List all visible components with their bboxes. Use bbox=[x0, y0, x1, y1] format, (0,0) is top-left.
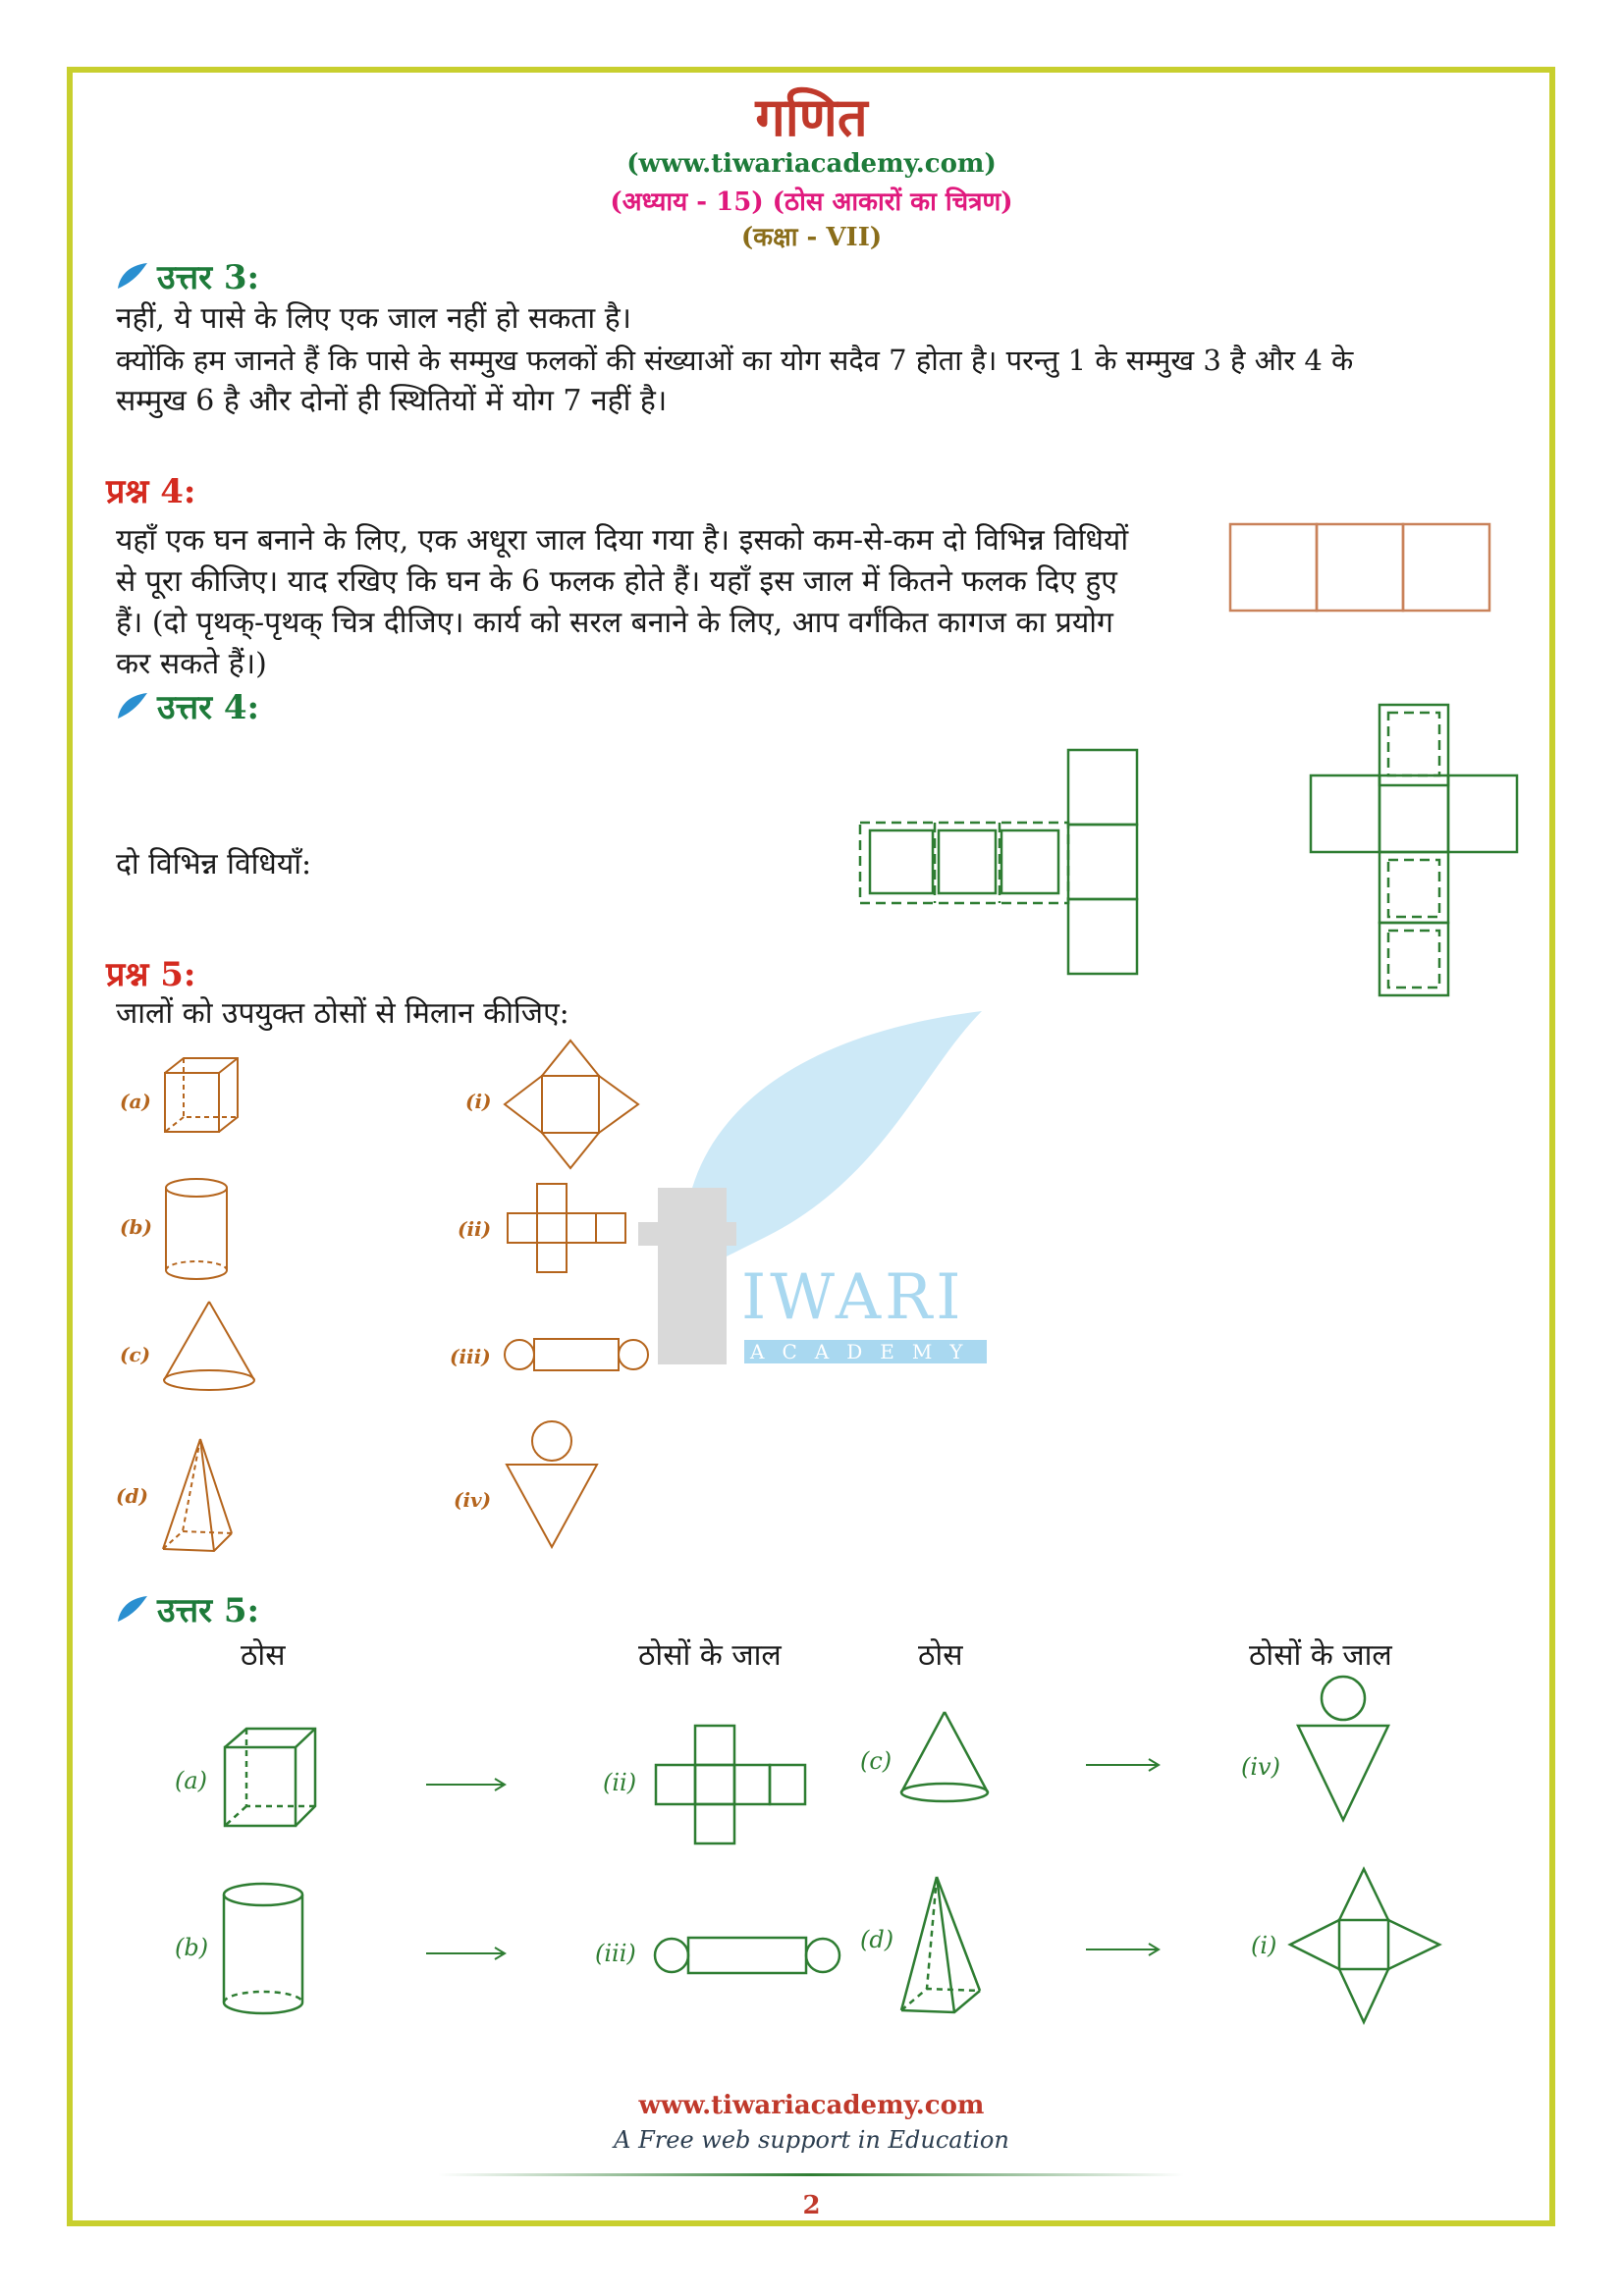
answer4-heading bbox=[116, 683, 259, 728]
footer-divider bbox=[438, 2171, 1184, 2179]
pair-d-arrow bbox=[1084, 1940, 1163, 1959]
net-label-iii: (iii) bbox=[450, 1345, 491, 1368]
answer3-heading-text: उत्तर 3: bbox=[157, 258, 260, 297]
cube-net bbox=[504, 1182, 631, 1274]
question4-line3: हैं। (दो पृथक्-पृथक् चित्र दीजिए। कार्य को सरल बनाने के लिए, आप वर्गंकित कागज का प्रयोग bbox=[116, 606, 1113, 640]
pair-b-cylinder-net bbox=[652, 1930, 844, 1981]
cone-solid bbox=[160, 1298, 258, 1396]
cube-solid bbox=[162, 1055, 241, 1138]
answer4-text: दो विभिन्न विधियाँ: bbox=[116, 847, 312, 881]
pyramid-solid bbox=[159, 1435, 238, 1557]
net-label-ii: (ii) bbox=[458, 1217, 492, 1241]
pair-c-cone-net bbox=[1294, 1675, 1392, 1824]
pair-a-solid-label: (a) bbox=[175, 1767, 208, 1794]
pyramid-net bbox=[503, 1039, 640, 1170]
pair-a-net-label: (ii) bbox=[603, 1769, 637, 1796]
cylinder-net bbox=[503, 1333, 650, 1376]
incomplete-net-figure bbox=[1227, 520, 1498, 614]
net-label-iv: (iv) bbox=[454, 1488, 492, 1512]
pair-d-pyramid bbox=[897, 1873, 986, 2020]
watermark-brand: IWARI bbox=[741, 1261, 965, 1334]
pair-c-cone bbox=[897, 1708, 992, 1806]
leaf-icon bbox=[116, 261, 149, 291]
answer3-line2: क्योंकि हम जानते हैं कि पासे के सम्मुख फलकों की संख्याओं का योग सदैव 7 होता है। परन्तु 1 के सम्मुख 3 है और 4 के bbox=[116, 344, 1354, 377]
answer3-heading bbox=[116, 253, 259, 298]
solid-label-d: (d) bbox=[116, 1484, 148, 1508]
watermark-sub: ACADEMY bbox=[744, 1340, 987, 1363]
solid-label-a: (a) bbox=[120, 1090, 151, 1113]
question5-heading: प्रश्न 5: bbox=[106, 955, 196, 994]
pair-b-solid-label: (b) bbox=[175, 1934, 209, 1961]
solid-label-c: (c) bbox=[120, 1343, 151, 1366]
question4-line4: कर सकते हैं।) bbox=[116, 647, 267, 681]
cube-net-method-1 bbox=[854, 746, 1149, 982]
solid-label-b: (b) bbox=[120, 1215, 152, 1239]
cone-net bbox=[503, 1419, 601, 1551]
website-line: (www.tiwariacademy.com) bbox=[626, 149, 997, 179]
pair-c-solid-label: (c) bbox=[860, 1747, 893, 1775]
answer3-line3: सम्मुख 6 है और दोनों ही स्थितियों में योग 7 नहीं है। bbox=[116, 384, 668, 418]
chapter-line: (अध्याय - 15) (ठोस आकारों का चित्रण) bbox=[610, 187, 1013, 217]
col-head-nets-2: ठोसों के जाल bbox=[1249, 1638, 1392, 1673]
answer4-heading-text: उत्तर 4: bbox=[157, 688, 260, 727]
footer-url[interactable]: www.tiwariacademy.com bbox=[638, 2091, 985, 2120]
pair-b-arrow bbox=[424, 1944, 509, 1963]
pair-d-net-label: (i) bbox=[1251, 1932, 1277, 1959]
col-head-solid-2: ठोस bbox=[918, 1638, 963, 1673]
cylinder-solid bbox=[162, 1176, 231, 1282]
pair-b-cylinder bbox=[218, 1881, 308, 2018]
question4-heading: प्रश्न 4: bbox=[106, 472, 196, 511]
question5-text: जालों को उपयुक्त ठोसों से मिलान कीजिए: bbox=[116, 996, 569, 1031]
question4-line2: से पूरा कीजिए। याद रखिए कि घन के 6 फलक होते हैं। यहाँ इस जाल में कितने फलक दिए हुए bbox=[116, 564, 1117, 599]
col-head-solid-1: ठोस bbox=[241, 1638, 286, 1673]
page-number: 2 bbox=[802, 2191, 821, 2220]
footer-tagline: A Free web support in Education bbox=[614, 2126, 1009, 2154]
leaf-icon bbox=[116, 691, 149, 721]
class-line: (कक्षा - VII) bbox=[740, 223, 883, 252]
net-label-i: (i) bbox=[465, 1090, 492, 1113]
pair-c-net-label: (iv) bbox=[1241, 1753, 1280, 1781]
cube-net-method-2 bbox=[1306, 697, 1522, 1001]
pair-a-arrow bbox=[424, 1775, 509, 1794]
col-head-nets-1: ठोसों के जाल bbox=[638, 1638, 782, 1673]
leaf-icon bbox=[116, 1594, 149, 1624]
answer5-heading bbox=[116, 1586, 259, 1631]
page-title: गणित bbox=[755, 85, 868, 148]
pair-d-pyramid-net bbox=[1286, 1865, 1443, 2026]
pair-a-cube-net bbox=[652, 1724, 809, 1847]
question4-line1: यहाँ एक घन बनाने के लिए, एक अधूरा जाल दिया गया है। इसको कम-से-कम दो विभिन्न विधियों bbox=[116, 523, 1129, 558]
pair-b-net-label: (iii) bbox=[595, 1940, 636, 1967]
answer5-heading-text: उत्तर 5: bbox=[157, 1591, 260, 1630]
pair-d-solid-label: (d) bbox=[860, 1926, 894, 1953]
answer3-line1: नहीं, ये पासे के लिए एक जाल नहीं हो सकता है। bbox=[116, 301, 632, 336]
pair-a-cube bbox=[221, 1726, 319, 1832]
pair-c-arrow bbox=[1084, 1755, 1163, 1775]
